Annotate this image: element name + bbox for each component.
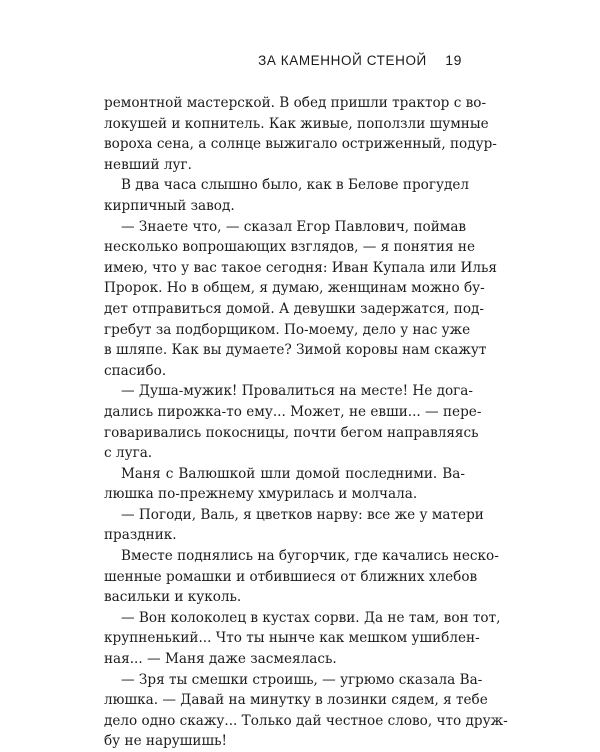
text-line: васильки и куколь. [104,589,242,606]
text-line: локушей и копнитель. Как живые, поползли шумные [104,115,489,132]
text-line: ная... — Маня даже засмеялась. [104,651,337,668]
text-line: шенные ромашки и отбившиеся от ближних хлебов [104,568,478,585]
body-text [104,93,508,752]
text-line: говаривались покосницы, почти бегом направляясь [104,424,479,441]
text-line: гребут за подборщиком. По-моему, дело у нас уже [104,321,471,338]
text-line: невший луг. [104,156,192,173]
text-line: — Погоди, Валь, я цветков нарву: все же у матери [121,506,484,523]
text-line: вороха сена, а солнце выжигало остриженный, подур- [104,136,497,153]
text-line: дело одно скажу... Только дай честное слово, что друж- [104,712,508,729]
text-line: ремонтной мастерской. В обед пришли трактор с во- [104,95,487,111]
text-line: Вместе поднялись на бугорчик, где качались нескo- [121,548,499,565]
text-line: кирпичный завод. [104,197,235,214]
text-line: крупненький... Что ты нынче как мешком ушиблен- [104,630,480,647]
text-line: с луга. [104,445,153,462]
text-line: — Душа-мужик! Провалиться на месте! Не дога- [121,383,474,400]
text-line: бу не нарушишь! [104,733,227,750]
text-line: В два часа слышно было, как в Белове прогудел [121,177,470,194]
text-line: Пророк. Но в общем, я думаю, женщинам можно бу- [104,280,485,297]
running-head [104,52,462,68]
text-line: спасибо. [104,362,167,379]
text-line: — Вон колоколец в кустах сорви. Да не там, вон тот, [121,609,501,626]
text-line: — Зря ты смешки строишь, — угрюмо сказала Ва- [121,671,483,688]
text-line: — Знаете что, — сказал Егор Павлович, поймав [121,218,467,235]
text-line: в шляпе. Как вы думаете? Зимой коровы нам скажут [104,342,487,359]
text-line: люшка. — Давай на минутку в лозинки сядем, я тебе [104,692,488,709]
text-line: несколько вопрошающих взглядов, — я понятия не [104,239,476,256]
text-line: дет отправиться домой. А девушки задержатся, под- [104,300,484,317]
chapter-title: ЗА КАМЕННОЙ СТЕНОЙ [258,53,427,68]
text-line: праздник. [104,527,177,544]
text-line: дались пирожка-то ему... Может, не евши... — пере- [104,403,482,420]
page-number: 19 [445,52,462,68]
text-line: люшка по-прежнему хмурилась и молчала. [104,486,418,503]
text-line: имею, что у вас такое сегодня: Иван Купала или Илья [104,259,498,276]
text-line: Маня с Валюшкой шли домой последними. Ва- [121,465,465,482]
